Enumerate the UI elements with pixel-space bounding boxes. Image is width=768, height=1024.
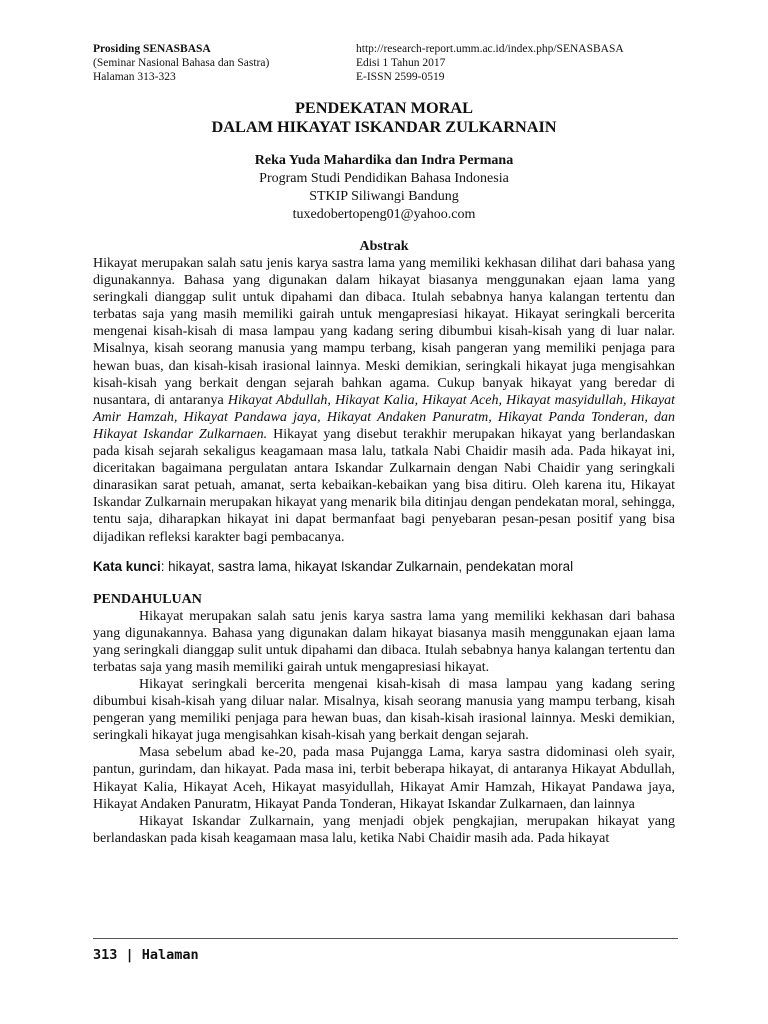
paper-title — [93, 98, 675, 136]
intro-paragraph-2: Hikayat seringkali bercerita mengenai kisah-kisah di masa lampau yang kadang sering dibumbui kisah-kisah yang diluar nalar. Misalnya, kisah seorang manusia yang mampu terbang, kisah pengeran yang memiliki penjaga para hewan buas, dan kisah-kisah irasional lainnya. Meski demikian, seringkali hikayat juga mengisahkan kisah-kisah yang berkait dengan sejarah. — [93, 676, 675, 744]
section-heading-introduction: PENDAHULUAN — [93, 591, 202, 607]
page-footer — [93, 938, 678, 963]
running-header — [93, 42, 675, 86]
issn: E-ISSN 2599-0519 — [356, 71, 445, 83]
edition: Edisi 1 Tahun 2017 — [356, 57, 446, 69]
footer-divider — [93, 938, 678, 939]
abstract-text — [93, 255, 675, 546]
intro-paragraph-1: Hikayat merupakan salah satu jenis karya sastra lama yang memiliki kekhasan dari bahasa yang digunakannya. Bahasa yang digunakan dalam hikayat biasanya masih menggunakan ejaan lama yang seringkali dianggap sulit untuk dipahami dan dibaca. Itulah sebabnya hanya kalangan tertentu dan terbatas saja yang masih memiliki gairah untuk mengapresiasi hikayat. — [93, 608, 675, 675]
seminar-name: (Seminar Nasional Bahasa dan Sastra) — [93, 57, 270, 69]
header-right — [356, 42, 686, 84]
keywords-text: : hikayat, sastra lama, hikayat Iskandar Zulkarnain, pendekatan moral — [160, 558, 574, 574]
abstract-hikayat-list: Hikayat Abdullah, Hikayat Kalia, Hikayat Aceh, Hikayat masyidullah, Hikayat Amir Hamzah, Hikayat Pandawa jaya, Hikayat Andaken Panuratm, Hikayat Panda Tonderan, dan Hikayat Iskandar Zulkarnaen. — [93, 392, 675, 442]
title-line-1: PENDEKATAN MORAL — [294, 98, 474, 117]
keywords-label: Kata kunci — [93, 558, 161, 574]
page-range: Halaman 313-323 — [93, 71, 176, 83]
author-institution: STKIP Siliwangi Bandung — [309, 189, 459, 204]
keywords — [93, 558, 675, 575]
author-program: Program Studi Pendidikan Bahasa Indonesia — [259, 171, 509, 186]
abstract-text-a: Hikayat merupakan salah satu jenis karya sastra lama yang memiliki kekhasan dilihat dari bahasa yang digunakannya. Bahasa yang digunakan dalam hikayat biasanya menggunakan ejaan lama yang seringkali dianggap sulit untuk dipahami dan dibaca. Itulah sebabnya hanya kalangan tertentu dan terbatas saja yang masih memiliki gairah untuk mengapresiasi hikayat. Hikayat seringkali bercerita mengenai kisah-kisah di masa lampau yang kadang sering dibumbui kisah-kisah yang di luar nalar. Misalnya, kisah seorang manusia yang mampu terbang, kisah pangeran yang memiliki penjaga para hewan buas, dan kisah-kisah irasional lainnya. Meski demikian, seringkali hikayat juga mengisahkan kisah-kisah yang berkait dengan sejarah bahkan agama. Cukup banyak hikayat yang beredar di nusantara, di antaranya — [93, 256, 675, 408]
intro-paragraph-3: Masa sebelum abad ke-20, pada masa Pujangga Lama, karya sastra didominasi oleh syair, pantun, gurindam, dan hikayat. Pada masa ini, terbit beberapa hikayat, di antaranya Hikayat Abdullah, Hikayat Kalia, Hikayat Aceh, Hikayat masyidullah, Hikayat Amir Hamzah, Hikayat Pandawa jaya, Hikayat Andaken Panuratm, Hikayat Panda Tonderan, Hikayat Iskandar Zulkarnaen, dan lainnya — [93, 745, 675, 812]
page-number: 313 | Halaman — [93, 947, 199, 963]
journal-url[interactable]: http://research-report.umm.ac.id/index.php/SENASBASA — [356, 43, 624, 55]
author-names: Reka Yuda Mahardika dan Indra Permana — [254, 153, 514, 168]
author-email[interactable]: tuxedobertopeng01@yahoo.com — [292, 207, 476, 222]
paper-page — [93, 42, 675, 847]
title-line-2: DALAM HIKAYAT ISKANDAR ZULKARNAIN — [211, 117, 557, 136]
abstract-heading: Abstrak — [359, 239, 409, 254]
author-block — [93, 152, 675, 224]
journal-name: Prosiding SENASBASA — [93, 43, 211, 55]
header-left — [93, 42, 353, 84]
abstract-text-b: Hikayat yang disebut terakhir merupakan hikayat yang berlandaskan pada kisah sejarah sekaligus keagamaan masa lalu, tatkala Nabi Chaidir masih ada. Pada hikayat ini, diceritakan bagaimana pergulatan antara Iskandar Zulkarnain dengan Nabi Chaidir yang seringkali dinarasikan sarat petuah, amanat, serta kebaikan-kebaikan yang bisa ditiru. Oleh karena itu, Hikayat Iskandar Zulkarnain merupakan hikayat yang menarik bila ditinjau dengan pendekatan moral, sehingga, tentu saja, diharapkan hikayat ini dapat bermanfaat bagi penyebaran pesan-pesan positif yang bisa dijadikan refleksi karakter bagi pembacanya. — [93, 426, 676, 545]
intro-paragraph-4: Hikayat Iskandar Zulkarnain, yang menjadi objek pengkajian, merupakan hikayat yang berlandaskan pada kisah keagamaan masa lalu, ketika Nabi Chaidir masih ada. Pada hikayat — [93, 813, 675, 846]
